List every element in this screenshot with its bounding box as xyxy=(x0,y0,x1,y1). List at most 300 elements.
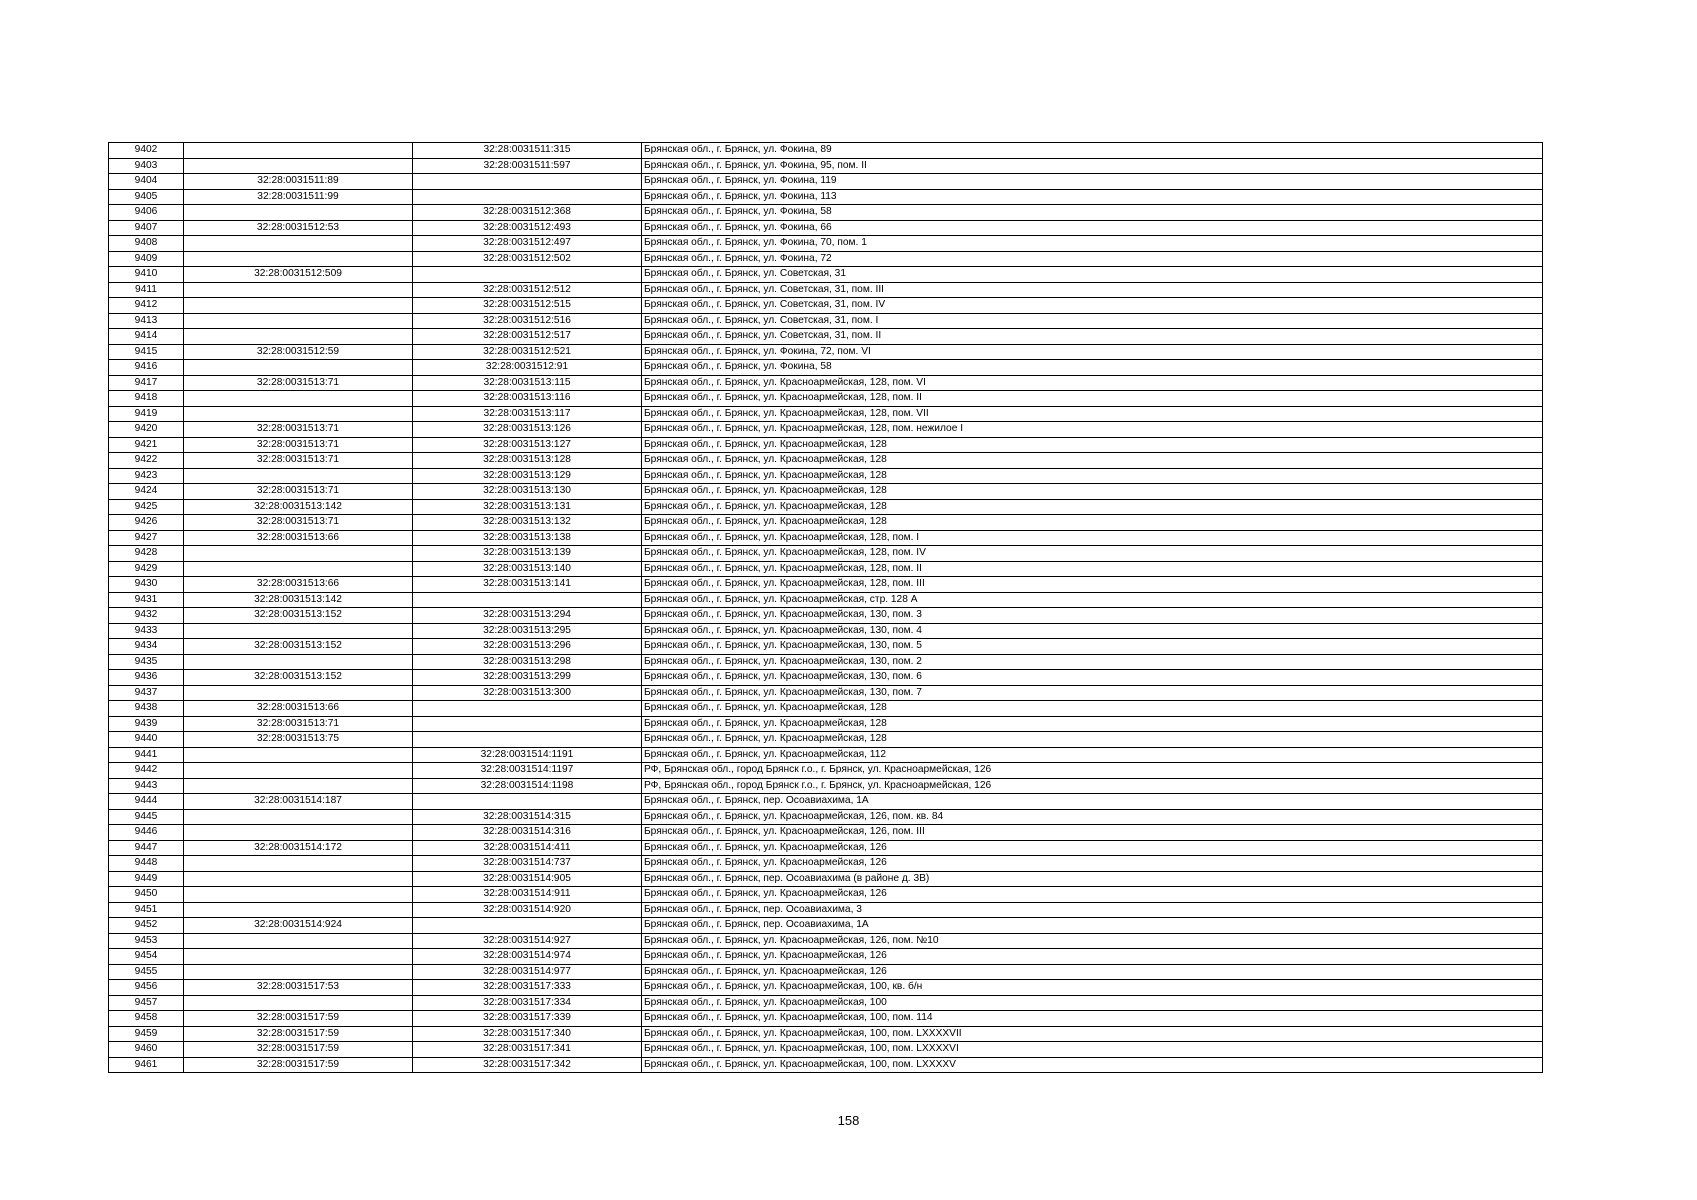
land-cadastral-number-cell xyxy=(184,143,413,159)
address-cell: Брянская обл., г. Брянск, ул. Красноармейская, 128 xyxy=(642,453,1543,469)
land-cadastral-number-cell xyxy=(184,871,413,887)
table-row xyxy=(109,484,1543,500)
land-cadastral-number-cell: 32:28:0031512:509 xyxy=(184,267,413,283)
row-number-cell: 9413 xyxy=(109,313,184,329)
row-number-cell: 9414 xyxy=(109,329,184,345)
address-cell: Брянская обл., г. Брянск, ул. Фокина, 58 xyxy=(642,205,1543,221)
table-row xyxy=(109,251,1543,267)
table-row xyxy=(109,391,1543,407)
object-cadastral-number-cell: 32:28:0031512:502 xyxy=(413,251,642,267)
land-cadastral-number-cell xyxy=(184,778,413,794)
row-number-cell: 9432 xyxy=(109,608,184,624)
object-cadastral-number-cell: 32:28:0031517:334 xyxy=(413,995,642,1011)
object-cadastral-number-cell: 32:28:0031513:129 xyxy=(413,468,642,484)
object-cadastral-number-cell: 32:28:0031513:141 xyxy=(413,577,642,593)
land-cadastral-number-cell: 32:28:0031511:99 xyxy=(184,189,413,205)
cadastral-table xyxy=(108,142,1543,1073)
row-number-cell: 9445 xyxy=(109,809,184,825)
address-cell: Брянская обл., г. Брянск, ул. Советская, 31, пом. II xyxy=(642,329,1543,345)
row-number-cell: 9406 xyxy=(109,205,184,221)
table-row xyxy=(109,189,1543,205)
table-row xyxy=(109,267,1543,283)
object-cadastral-number-cell: 32:28:0031513:131 xyxy=(413,499,642,515)
object-cadastral-number-cell: 32:28:0031514:1198 xyxy=(413,778,642,794)
row-number-cell: 9420 xyxy=(109,422,184,438)
land-cadastral-number-cell: 32:28:0031513:71 xyxy=(184,453,413,469)
table-row xyxy=(109,205,1543,221)
row-number-cell: 9457 xyxy=(109,995,184,1011)
table-row xyxy=(109,313,1543,329)
object-cadastral-number-cell: 32:28:0031513:299 xyxy=(413,670,642,686)
object-cadastral-number-cell xyxy=(413,732,642,748)
object-cadastral-number-cell: 32:28:0031517:342 xyxy=(413,1057,642,1073)
land-cadastral-number-cell xyxy=(184,856,413,872)
object-cadastral-number-cell: 32:28:0031512:493 xyxy=(413,220,642,236)
row-number-cell: 9409 xyxy=(109,251,184,267)
table-row xyxy=(109,623,1543,639)
row-number-cell: 9458 xyxy=(109,1011,184,1027)
object-cadastral-number-cell: 32:28:0031514:905 xyxy=(413,871,642,887)
land-cadastral-number-cell: 32:28:0031513:66 xyxy=(184,701,413,717)
row-number-cell: 9460 xyxy=(109,1042,184,1058)
address-cell: Брянская обл., г. Брянск, ул. Красноармейская, 128 xyxy=(642,484,1543,500)
table-row xyxy=(109,220,1543,236)
row-number-cell: 9440 xyxy=(109,732,184,748)
table-row xyxy=(109,995,1543,1011)
land-cadastral-number-cell xyxy=(184,623,413,639)
land-cadastral-number-cell: 32:28:0031512:59 xyxy=(184,344,413,360)
object-cadastral-number-cell: 32:28:0031513:132 xyxy=(413,515,642,531)
row-number-cell: 9452 xyxy=(109,918,184,934)
object-cadastral-number-cell: 32:28:0031514:737 xyxy=(413,856,642,872)
address-cell: Брянская обл., г. Брянск, пер. Осоавиахима, 1А xyxy=(642,918,1543,934)
table-row xyxy=(109,1026,1543,1042)
land-cadastral-number-cell xyxy=(184,685,413,701)
address-cell: Брянская обл., г. Брянск, ул. Красноармейская, 130, пом. 3 xyxy=(642,608,1543,624)
address-cell: Брянская обл., г. Брянск, ул. Фокина, 72, пом. VI xyxy=(642,344,1543,360)
land-cadastral-number-cell: 32:28:0031517:59 xyxy=(184,1042,413,1058)
land-cadastral-number-cell xyxy=(184,391,413,407)
address-cell: Брянская обл., г. Брянск, ул. Красноармейская, 128, пом. II xyxy=(642,561,1543,577)
table-row xyxy=(109,158,1543,174)
land-cadastral-number-cell xyxy=(184,360,413,376)
address-cell: Брянская обл., г. Брянск, ул. Красноармейская, 130, пом. 2 xyxy=(642,654,1543,670)
row-number-cell: 9439 xyxy=(109,716,184,732)
address-cell: Брянская обл., г. Брянск, ул. Красноармейская, 126, пом. №10 xyxy=(642,933,1543,949)
table-row xyxy=(109,468,1543,484)
address-cell: Брянская обл., г. Брянск, ул. Красноармейская, стр. 128 А xyxy=(642,592,1543,608)
row-number-cell: 9443 xyxy=(109,778,184,794)
address-cell: Брянская обл., г. Брянск, ул. Красноармейская, 126, пом. кв. 84 xyxy=(642,809,1543,825)
table-row xyxy=(109,685,1543,701)
row-number-cell: 9438 xyxy=(109,701,184,717)
object-cadastral-number-cell: 32:28:0031514:974 xyxy=(413,949,642,965)
row-number-cell: 9442 xyxy=(109,763,184,779)
row-number-cell: 9427 xyxy=(109,530,184,546)
address-cell: Брянская обл., г. Брянск, ул. Красноармейская, 128, пом. II xyxy=(642,391,1543,407)
object-cadastral-number-cell: 32:28:0031514:411 xyxy=(413,840,642,856)
table-row xyxy=(109,1042,1543,1058)
row-number-cell: 9444 xyxy=(109,794,184,810)
row-number-cell: 9449 xyxy=(109,871,184,887)
object-cadastral-number-cell: 32:28:0031517:333 xyxy=(413,980,642,996)
table-row xyxy=(109,530,1543,546)
object-cadastral-number-cell: 32:28:0031513:296 xyxy=(413,639,642,655)
land-cadastral-number-cell xyxy=(184,995,413,1011)
object-cadastral-number-cell: 32:28:0031517:340 xyxy=(413,1026,642,1042)
row-number-cell: 9402 xyxy=(109,143,184,159)
table-row xyxy=(109,298,1543,314)
land-cadastral-number-cell: 32:28:0031513:152 xyxy=(184,639,413,655)
table-row xyxy=(109,360,1543,376)
address-cell: Брянская обл., г. Брянск, ул. Красноармейская, 100, кв. б/н xyxy=(642,980,1543,996)
land-cadastral-number-cell xyxy=(184,205,413,221)
table-row xyxy=(109,964,1543,980)
land-cadastral-number-cell xyxy=(184,561,413,577)
object-cadastral-number-cell: 32:28:0031513:116 xyxy=(413,391,642,407)
object-cadastral-number-cell xyxy=(413,918,642,934)
land-cadastral-number-cell xyxy=(184,546,413,562)
table-row xyxy=(109,732,1543,748)
land-cadastral-number-cell xyxy=(184,251,413,267)
land-cadastral-number-cell: 32:28:0031513:71 xyxy=(184,437,413,453)
row-number-cell: 9408 xyxy=(109,236,184,252)
object-cadastral-number-cell: 32:28:0031513:139 xyxy=(413,546,642,562)
address-cell: Брянская обл., г. Брянск, ул. Фокина, 119 xyxy=(642,174,1543,190)
address-cell: Брянская обл., г. Брянск, ул. Красноармейская, 128, пом. VI xyxy=(642,375,1543,391)
row-number-cell: 9407 xyxy=(109,220,184,236)
address-cell: Брянская обл., г. Брянск, ул. Фокина, 66 xyxy=(642,220,1543,236)
address-cell: Брянская обл., г. Брянск, ул. Красноармейская, 126 xyxy=(642,840,1543,856)
row-number-cell: 9441 xyxy=(109,747,184,763)
object-cadastral-number-cell: 32:28:0031512:497 xyxy=(413,236,642,252)
address-cell: Брянская обл., г. Брянск, ул. Красноармейская, 126 xyxy=(642,887,1543,903)
land-cadastral-number-cell xyxy=(184,825,413,841)
address-cell: Брянская обл., г. Брянск, ул. Красноармейская, 128, пом. нежилое I xyxy=(642,422,1543,438)
row-number-cell: 9436 xyxy=(109,670,184,686)
row-number-cell: 9459 xyxy=(109,1026,184,1042)
row-number-cell: 9433 xyxy=(109,623,184,639)
table-row xyxy=(109,236,1543,252)
address-cell: Брянская обл., г. Брянск, ул. Красноармейская, 130, пом. 4 xyxy=(642,623,1543,639)
address-cell: Брянская обл., г. Брянск, ул. Красноармейская, 130, пом. 7 xyxy=(642,685,1543,701)
object-cadastral-number-cell: 32:28:0031513:115 xyxy=(413,375,642,391)
object-cadastral-number-cell xyxy=(413,794,642,810)
object-cadastral-number-cell xyxy=(413,267,642,283)
land-cadastral-number-cell xyxy=(184,329,413,345)
object-cadastral-number-cell xyxy=(413,189,642,205)
land-cadastral-number-cell xyxy=(184,933,413,949)
address-cell: Брянская обл., г. Брянск, ул. Красноармейская, 130, пом. 5 xyxy=(642,639,1543,655)
table-row xyxy=(109,809,1543,825)
address-cell: Брянская обл., г. Брянск, ул. Красноармейская, 126 xyxy=(642,964,1543,980)
address-cell: Брянская обл., г. Брянск, ул. Красноармейская, 128 xyxy=(642,499,1543,515)
object-cadastral-number-cell: 32:28:0031513:298 xyxy=(413,654,642,670)
address-cell: Брянская обл., г. Брянск, ул. Красноармейская, 128 xyxy=(642,716,1543,732)
address-cell: Брянская обл., г. Брянск, ул. Фокина, 70, пом. 1 xyxy=(642,236,1543,252)
address-cell: Брянская обл., г. Брянск, ул. Красноармейская, 126 xyxy=(642,949,1543,965)
object-cadastral-number-cell xyxy=(413,592,642,608)
object-cadastral-number-cell xyxy=(413,701,642,717)
object-cadastral-number-cell: 32:28:0031511:597 xyxy=(413,158,642,174)
row-number-cell: 9428 xyxy=(109,546,184,562)
land-cadastral-number-cell xyxy=(184,654,413,670)
land-cadastral-number-cell xyxy=(184,468,413,484)
land-cadastral-number-cell: 32:28:0031517:59 xyxy=(184,1026,413,1042)
object-cadastral-number-cell: 32:28:0031512:368 xyxy=(413,205,642,221)
address-cell: Брянская обл., г. Брянск, ул. Советская, 31, пом. I xyxy=(642,313,1543,329)
row-number-cell: 9446 xyxy=(109,825,184,841)
document-table-container xyxy=(108,142,1542,1073)
object-cadastral-number-cell: 32:28:0031512:521 xyxy=(413,344,642,360)
object-cadastral-number-cell: 32:28:0031514:1191 xyxy=(413,747,642,763)
object-cadastral-number-cell: 32:28:0031513:128 xyxy=(413,453,642,469)
table-row xyxy=(109,933,1543,949)
address-cell: Брянская обл., г. Брянск, ул. Советская, 31, пом. III xyxy=(642,282,1543,298)
object-cadastral-number-cell: 32:28:0031514:316 xyxy=(413,825,642,841)
land-cadastral-number-cell: 32:28:0031517:59 xyxy=(184,1057,413,1073)
address-cell: Брянская обл., г. Брянск, ул. Фокина, 89 xyxy=(642,143,1543,159)
address-cell: Брянская обл., г. Брянск, ул. Фокина, 72 xyxy=(642,251,1543,267)
table-row xyxy=(109,561,1543,577)
address-cell: Брянская обл., г. Брянск, ул. Красноармейская, 128 xyxy=(642,437,1543,453)
address-cell: Брянская обл., г. Брянск, ул. Красноармейская, 126 xyxy=(642,856,1543,872)
row-number-cell: 9437 xyxy=(109,685,184,701)
table-row xyxy=(109,871,1543,887)
table-row xyxy=(109,840,1543,856)
row-number-cell: 9417 xyxy=(109,375,184,391)
land-cadastral-number-cell: 32:28:0031513:66 xyxy=(184,530,413,546)
address-cell: Брянская обл., г. Брянск, ул. Фокина, 113 xyxy=(642,189,1543,205)
object-cadastral-number-cell: 32:28:0031513:130 xyxy=(413,484,642,500)
land-cadastral-number-cell xyxy=(184,902,413,918)
table-row xyxy=(109,282,1543,298)
object-cadastral-number-cell: 32:28:0031514:911 xyxy=(413,887,642,903)
address-cell: Брянская обл., г. Брянск, ул. Красноармейская, 128, пом. IV xyxy=(642,546,1543,562)
land-cadastral-number-cell: 32:28:0031514:172 xyxy=(184,840,413,856)
land-cadastral-number-cell xyxy=(184,887,413,903)
address-cell: Брянская обл., г. Брянск, ул. Красноармейская, 128, пом. I xyxy=(642,530,1543,546)
row-number-cell: 9415 xyxy=(109,344,184,360)
table-row xyxy=(109,856,1543,872)
address-cell: Брянская обл., г. Брянск, ул. Красноармейская, 100, пом. 114 xyxy=(642,1011,1543,1027)
land-cadastral-number-cell xyxy=(184,158,413,174)
table-row xyxy=(109,670,1543,686)
land-cadastral-number-cell: 32:28:0031513:71 xyxy=(184,484,413,500)
object-cadastral-number-cell: 32:28:0031513:140 xyxy=(413,561,642,577)
table-row xyxy=(109,375,1543,391)
table-row xyxy=(109,778,1543,794)
table-row xyxy=(109,763,1543,779)
table-row xyxy=(109,1057,1543,1073)
row-number-cell: 9416 xyxy=(109,360,184,376)
land-cadastral-number-cell xyxy=(184,747,413,763)
address-cell: Брянская обл., г. Брянск, ул. Красноармейская, 126, пом. III xyxy=(642,825,1543,841)
land-cadastral-number-cell xyxy=(184,949,413,965)
table-row xyxy=(109,608,1543,624)
row-number-cell: 9404 xyxy=(109,174,184,190)
address-cell: Брянская обл., г. Брянск, ул. Советская, 31 xyxy=(642,267,1543,283)
address-cell: Брянская обл., г. Брянск, ул. Советская, 31, пом. IV xyxy=(642,298,1543,314)
object-cadastral-number-cell: 32:28:0031512:91 xyxy=(413,360,642,376)
table-row xyxy=(109,546,1543,562)
table-row xyxy=(109,515,1543,531)
land-cadastral-number-cell xyxy=(184,298,413,314)
address-cell: РФ, Брянская обл., город Брянск г.о., г. Брянск, ул. Красноармейская, 126 xyxy=(642,763,1543,779)
table-row xyxy=(109,422,1543,438)
object-cadastral-number-cell: 32:28:0031512:517 xyxy=(413,329,642,345)
address-cell: Брянская обл., г. Брянск, ул. Красноармейская, 100, пом. LXXXXVII xyxy=(642,1026,1543,1042)
address-cell: Брянская обл., г. Брянск, ул. Фокина, 95, пом. II xyxy=(642,158,1543,174)
object-cadastral-number-cell: 32:28:0031513:126 xyxy=(413,422,642,438)
land-cadastral-number-cell xyxy=(184,809,413,825)
address-cell: Брянская обл., г. Брянск, ул. Красноармейская, 128 xyxy=(642,468,1543,484)
land-cadastral-number-cell: 32:28:0031517:53 xyxy=(184,980,413,996)
land-cadastral-number-cell: 32:28:0031517:59 xyxy=(184,1011,413,1027)
table-row xyxy=(109,592,1543,608)
address-cell: Брянская обл., г. Брянск, ул. Фокина, 58 xyxy=(642,360,1543,376)
table-row xyxy=(109,918,1543,934)
address-cell: Брянская обл., г. Брянск, ул. Красноармейская, 130, пом. 6 xyxy=(642,670,1543,686)
land-cadastral-number-cell: 32:28:0031513:152 xyxy=(184,670,413,686)
address-cell: Брянская обл., г. Брянск, ул. Красноармейская, 112 xyxy=(642,747,1543,763)
table-row xyxy=(109,577,1543,593)
object-cadastral-number-cell: 32:28:0031511:315 xyxy=(413,143,642,159)
object-cadastral-number-cell: 32:28:0031514:927 xyxy=(413,933,642,949)
table-row xyxy=(109,980,1543,996)
land-cadastral-number-cell xyxy=(184,236,413,252)
land-cadastral-number-cell: 32:28:0031513:71 xyxy=(184,422,413,438)
table-row xyxy=(109,329,1543,345)
row-number-cell: 9429 xyxy=(109,561,184,577)
table-row xyxy=(109,174,1543,190)
row-number-cell: 9425 xyxy=(109,499,184,515)
row-number-cell: 9447 xyxy=(109,840,184,856)
address-cell: Брянская обл., г. Брянск, пер. Осоавиахима, 3 xyxy=(642,902,1543,918)
object-cadastral-number-cell: 32:28:0031513:117 xyxy=(413,406,642,422)
land-cadastral-number-cell: 32:28:0031513:71 xyxy=(184,515,413,531)
land-cadastral-number-cell: 32:28:0031513:66 xyxy=(184,577,413,593)
land-cadastral-number-cell: 32:28:0031513:142 xyxy=(184,499,413,515)
table-row xyxy=(109,143,1543,159)
object-cadastral-number-cell xyxy=(413,174,642,190)
object-cadastral-number-cell: 32:28:0031514:977 xyxy=(413,964,642,980)
row-number-cell: 9412 xyxy=(109,298,184,314)
table-row xyxy=(109,747,1543,763)
table-row xyxy=(109,499,1543,515)
address-cell: Брянская обл., г. Брянск, ул. Красноармейская, 128 xyxy=(642,515,1543,531)
table-row xyxy=(109,344,1543,360)
object-cadastral-number-cell: 32:28:0031513:127 xyxy=(413,437,642,453)
land-cadastral-number-cell: 32:28:0031511:89 xyxy=(184,174,413,190)
table-row xyxy=(109,701,1543,717)
land-cadastral-number-cell: 32:28:0031513:75 xyxy=(184,732,413,748)
row-number-cell: 9419 xyxy=(109,406,184,422)
row-number-cell: 9411 xyxy=(109,282,184,298)
row-number-cell: 9403 xyxy=(109,158,184,174)
table-row xyxy=(109,949,1543,965)
table-body xyxy=(109,143,1543,1073)
table-row xyxy=(109,716,1543,732)
land-cadastral-number-cell: 32:28:0031514:187 xyxy=(184,794,413,810)
land-cadastral-number-cell xyxy=(184,964,413,980)
address-cell: Брянская обл., г. Брянск, пер. Осоавиахима, 1А xyxy=(642,794,1543,810)
row-number-cell: 9431 xyxy=(109,592,184,608)
land-cadastral-number-cell: 32:28:0031513:142 xyxy=(184,592,413,608)
row-number-cell: 9422 xyxy=(109,453,184,469)
page-number: 158 xyxy=(837,1113,860,1128)
table-row xyxy=(109,437,1543,453)
table-row xyxy=(109,654,1543,670)
address-cell: Брянская обл., г. Брянск, ул. Красноармейская, 100, пом. LXXXXVI xyxy=(642,1042,1543,1058)
row-number-cell: 9421 xyxy=(109,437,184,453)
object-cadastral-number-cell: 32:28:0031513:300 xyxy=(413,685,642,701)
table-row xyxy=(109,825,1543,841)
row-number-cell: 9456 xyxy=(109,980,184,996)
table-row xyxy=(109,887,1543,903)
row-number-cell: 9426 xyxy=(109,515,184,531)
table-row xyxy=(109,639,1543,655)
land-cadastral-number-cell xyxy=(184,406,413,422)
land-cadastral-number-cell xyxy=(184,763,413,779)
row-number-cell: 9448 xyxy=(109,856,184,872)
land-cadastral-number-cell: 32:28:0031513:71 xyxy=(184,375,413,391)
row-number-cell: 9405 xyxy=(109,189,184,205)
address-cell: РФ, Брянская обл., город Брянск г.о., г. Брянск, ул. Красноармейская, 126 xyxy=(642,778,1543,794)
land-cadastral-number-cell: 32:28:0031513:71 xyxy=(184,716,413,732)
object-cadastral-number-cell: 32:28:0031517:339 xyxy=(413,1011,642,1027)
table-row xyxy=(109,406,1543,422)
address-cell: Брянская обл., г. Брянск, ул. Красноармейская, 128 xyxy=(642,732,1543,748)
row-number-cell: 9423 xyxy=(109,468,184,484)
table-row xyxy=(109,902,1543,918)
row-number-cell: 9461 xyxy=(109,1057,184,1073)
address-cell: Брянская обл., г. Брянск, пер. Осоавиахима (в районе д. 3В) xyxy=(642,871,1543,887)
object-cadastral-number-cell: 32:28:0031513:295 xyxy=(413,623,642,639)
object-cadastral-number-cell: 32:28:0031512:515 xyxy=(413,298,642,314)
address-cell: Брянская обл., г. Брянск, ул. Красноармейская, 100 xyxy=(642,995,1543,1011)
land-cadastral-number-cell xyxy=(184,313,413,329)
row-number-cell: 9455 xyxy=(109,964,184,980)
row-number-cell: 9435 xyxy=(109,654,184,670)
land-cadastral-number-cell: 32:28:0031513:152 xyxy=(184,608,413,624)
row-number-cell: 9410 xyxy=(109,267,184,283)
address-cell: Брянская обл., г. Брянск, ул. Красноармейская, 100, пом. LXXXXV xyxy=(642,1057,1543,1073)
row-number-cell: 9418 xyxy=(109,391,184,407)
object-cadastral-number-cell: 32:28:0031513:138 xyxy=(413,530,642,546)
object-cadastral-number-cell: 32:28:0031514:315 xyxy=(413,809,642,825)
object-cadastral-number-cell xyxy=(413,716,642,732)
row-number-cell: 9450 xyxy=(109,887,184,903)
table-row xyxy=(109,794,1543,810)
row-number-cell: 9454 xyxy=(109,949,184,965)
object-cadastral-number-cell: 32:28:0031514:1197 xyxy=(413,763,642,779)
object-cadastral-number-cell: 32:28:0031512:512 xyxy=(413,282,642,298)
row-number-cell: 9434 xyxy=(109,639,184,655)
row-number-cell: 9453 xyxy=(109,933,184,949)
row-number-cell: 9430 xyxy=(109,577,184,593)
object-cadastral-number-cell: 32:28:0031514:920 xyxy=(413,902,642,918)
object-cadastral-number-cell: 32:28:0031517:341 xyxy=(413,1042,642,1058)
address-cell: Брянская обл., г. Брянск, ул. Красноармейская, 128, пом. VII xyxy=(642,406,1543,422)
table-row xyxy=(109,453,1543,469)
object-cadastral-number-cell: 32:28:0031513:294 xyxy=(413,608,642,624)
table-row xyxy=(109,1011,1543,1027)
object-cadastral-number-cell: 32:28:0031512:516 xyxy=(413,313,642,329)
land-cadastral-number-cell: 32:28:0031514:924 xyxy=(184,918,413,934)
land-cadastral-number-cell xyxy=(184,282,413,298)
row-number-cell: 9451 xyxy=(109,902,184,918)
